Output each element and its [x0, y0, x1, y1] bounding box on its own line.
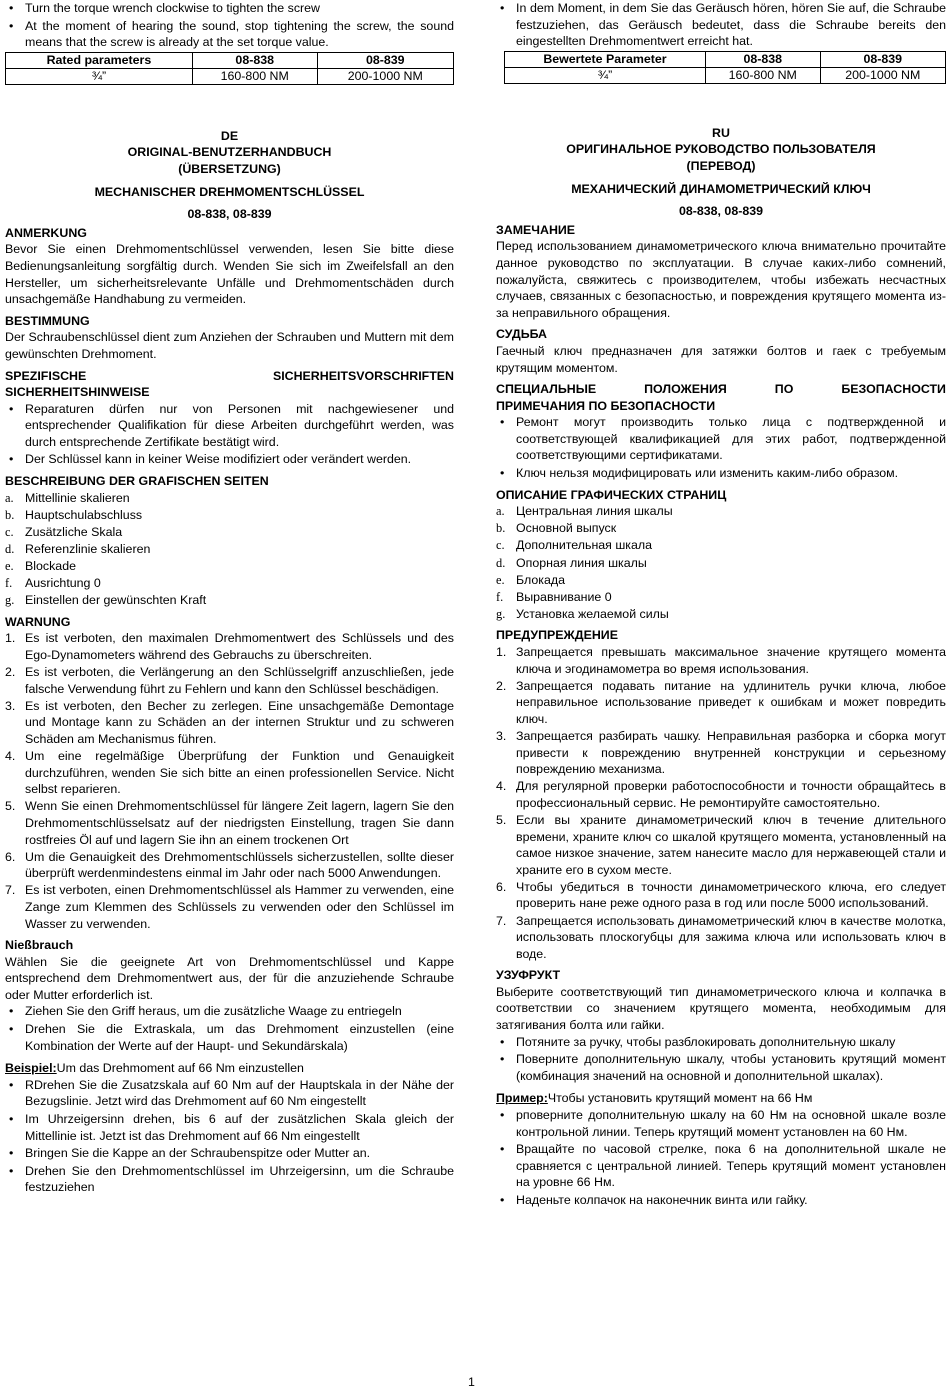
page-number: 1 [468, 1375, 475, 1389]
list-item: • Im Uhrzeigersinn drehen, bis 6 auf der zusätzlichen Skala gleich der Mittellinie ist. Jetzt ist das Drehmoment auf 66 Nm eingestellt [5, 1111, 454, 1144]
ru-purpose-text: Гаечный ключ предназначен для затяжки болтов и гаек с требуемым крутящим моментом. [496, 343, 946, 375]
list-item: • RDrehen Sie die Zusatzskala auf 60 Nm auf der Hauptskala in der Nähe der Bezugslinie. Jetzt wird das Drehmoment auf 60 Nm eingestellt [5, 1077, 454, 1110]
list-item [5, 664, 454, 697]
table-cell: ¾” [505, 67, 706, 83]
list-marker: b. [5, 507, 15, 522]
ru-example-line [496, 1090, 946, 1107]
list-marker: 4. [5, 749, 16, 764]
list-item-text: Es ist verboten, einen Drehmomentschlüssel als Hammer zu verwenden, eine Zange zum Klemmen des Schlüssels zu verwenden oder den Schlüssel im Wasser zu verwenden. [25, 883, 454, 931]
list-item: • In dem Moment, in dem Sie das Geräusch hören, hören Sie auf, die Schraube festzuziehen, das Geräusch bedeutet, dass die Schraube bereits den eingestellten Drehmomentwert erreicht hat. [496, 0, 946, 50]
list-item-text: Чтобы убедиться в точности динамометрического ключа, его следует проверить нане реже одного раза в год или после 5000 использований. [516, 879, 946, 911]
de-safety-list [5, 401, 454, 468]
list-item: • Ключ нельзя модифицировать или изменить каким-либо образом. [496, 465, 946, 482]
ru-graphics-list [496, 503, 946, 622]
list-item [496, 537, 946, 554]
de-example-label: Beispiel: [5, 1061, 57, 1076]
list-item: • Поверните дополнительную шкалу, чтобы установить крутящий момент (комбинация значений на основной и дополнительной шкалах). [496, 1051, 946, 1084]
de-example-list [5, 1077, 454, 1196]
table-header-cell: Rated parameters [6, 52, 193, 68]
list-item [496, 812, 946, 878]
table-header-cell: 08-838 [705, 51, 820, 67]
table-cell: 200-1000 NM [317, 68, 453, 84]
list-marker: 6. [5, 849, 16, 864]
list-item: • рповерните дополнительную шкалу на 60 Нм на основной шкале возле контрольной линии. Теперь крутящий момент установлен на 60 Нм. [496, 1107, 946, 1140]
table-cell: ¾” [6, 68, 193, 84]
ru-safety-heading-part: ПО [774, 382, 794, 397]
de-safety-heading-part: SPEZIFISCHE [5, 368, 87, 383]
list-item [5, 524, 454, 541]
list-marker: c. [496, 538, 505, 553]
list-item-text: Блокада [516, 572, 565, 587]
list-item-text: Основной выпуск [516, 521, 617, 536]
list-item [496, 728, 946, 778]
list-item [5, 558, 454, 575]
list-item [5, 575, 454, 592]
list-item-text: Запрещается подавать питание на удлинитель ручки ключа, любое неправильное использование приведет к ошибкам и может повредить ключ. [516, 678, 946, 726]
ru-usage-heading: УЗУФРУКТ [496, 968, 561, 983]
list-item [496, 606, 946, 623]
list-item [496, 778, 946, 811]
list-marker: a. [496, 504, 505, 519]
list-marker: b. [496, 521, 506, 536]
list-item [496, 644, 946, 677]
right-column [496, 0, 946, 1210]
list-item [496, 572, 946, 589]
list-item-text: Um die Genauigkeit des Drehmomentschlüssels sicherzustellen, sollte dieser überprüft werdenmindestens einmal im Jahr oder nach 5000 Anwendungen. [25, 849, 454, 881]
de-safety-heading-part: SICHERHEITSVORSCHRIFTEN [272, 368, 454, 383]
list-item-text: Запрещается использовать динамометрический ключ в качестве молотка, использовать плоскогубцы для зажима ключа или использовать ключ в воде. [516, 913, 946, 961]
de-note-text: Bevor Sie einen Drehmomentschlüssel verwenden, lesen Sie bitte diese Bedienungsanleitung sorgfältig durch. Wenden Sie sich im Zweifelsfall an den Hersteller, um sicherheitsrelevante Unfälle und Drehmomentschäden durch unsachgemäße Handhabung zu vermeiden. [5, 242, 454, 307]
list-marker: 7. [496, 913, 507, 928]
list-marker: e. [496, 572, 505, 587]
de-purpose-heading: BESTIMMUNG [5, 313, 90, 328]
ru-title-line-3: МЕХАНИЧЕСКИЙ ДИНАМОМЕТРИЧЕСКИЙ КЛЮЧ [571, 181, 871, 196]
de-title-line-3: MECHANISCHER DREHMOMENTSCHLÜSSEL [94, 184, 365, 199]
ru-model-numbers: 08-838, 08-839 [678, 204, 764, 219]
list-item-text: Einstellen der gewünschten Kraft [25, 593, 207, 608]
list-marker: 5. [496, 812, 507, 827]
ru-safety-heading-part: СПЕЦИАЛЬНЫЕ [496, 382, 597, 397]
list-marker: 2. [496, 678, 507, 693]
list-item: • Drehen Sie die Extraskala, um das Drehmoment einzustellen (eine Kombination der Werte auf der Haupt- und Sekundärskala) [5, 1021, 454, 1054]
ru-title-line-2: (ПЕРЕВОД) [686, 158, 756, 173]
list-marker: d. [5, 541, 15, 556]
de-usage-text: Wählen Sie die geeignete Art von Drehmomentschlüssel und Kappe entsprechend dem Drehmomentwert aus, der für die anzuziehende Schraube oder Mutter erforderlich ist. [5, 954, 454, 1002]
list-item [5, 630, 454, 663]
table-header-cell: 08-839 [317, 52, 453, 68]
list-marker: 7. [5, 883, 16, 898]
list-item-text: Referenzlinie skalieren [25, 541, 151, 556]
table-cell: 200-1000 NM [820, 67, 945, 83]
left-column [5, 0, 454, 1197]
table-header-cell: Bewertete Parameter [505, 51, 706, 67]
list-item [5, 698, 454, 748]
de-example-line [5, 1060, 454, 1077]
ru-example-text: Чтобы установить крутящий момент на 66 Нм [547, 1091, 813, 1106]
list-marker: 6. [496, 879, 507, 894]
de-usage-heading: Nießbrauch [5, 938, 74, 953]
list-item: • Наденьте колпачок на наконечник винта или гайку. [496, 1192, 946, 1209]
list-marker: g. [496, 606, 506, 621]
de-safety-heading [5, 368, 454, 385]
list-item [5, 882, 454, 932]
list-marker: 2. [5, 665, 16, 680]
list-item [496, 555, 946, 572]
de-example-text: Um das Drehmoment auf 66 Nm einzustellen [56, 1061, 304, 1076]
ru-usage-text: Выберите соответствующий тип динамометрического ключа и колпачка в соответствии со значением крутящего момента, необходимым для затягивания болта или гайки. [496, 984, 946, 1033]
list-marker: d. [496, 555, 506, 570]
list-item [5, 490, 454, 507]
ru-safety-heading [496, 381, 946, 398]
list-marker: 5. [5, 799, 16, 814]
de-note-heading: ANMERKUNG [5, 225, 87, 240]
ru-safety-subheading: ПРИМЕЧАНИЯ ПО БЕЗОПАСНОСТИ [496, 398, 716, 413]
de-safety-subheading: SICHERHEITSHINWEISE [5, 385, 150, 400]
ru-safety-heading-part: ПОЛОЖЕНИЯ [644, 382, 727, 397]
list-item-text: Запрещается разбирать чашку. Неправильная разборка и сборка могут привести к повреждению внутренней конструкции и серьезному повреждению механизма. [516, 728, 946, 777]
ru-note-text: Перед использованием динамометрического ключа внимательно прочитайте данное руководство по эксплуатации. В случае каких-либо сомнений, пожалуйста, свяжитесь с производителем, чтобы избежать несчастных случаев, связанных с безопасностью, и повреждения крутящего момента из-за неправильного обращения. [496, 239, 946, 320]
list-item [496, 879, 946, 912]
list-marker: a. [5, 490, 14, 505]
list-item-text: Blockade [25, 559, 76, 574]
list-marker: g. [5, 593, 15, 608]
list-item [5, 507, 454, 524]
table-cell: 160-800 NM [705, 67, 820, 83]
list-item: • Der Schlüssel kann in keiner Weise modifiziert oder verändert werden. [5, 451, 454, 468]
ru-warning-list [496, 644, 946, 962]
list-item [496, 589, 946, 606]
de-purpose-text: Der Schraubenschlüssel dient zum Anziehen der Schrauben und Muttern mit dem gewünschten Drehmoment. [5, 330, 454, 361]
list-marker: 3. [5, 698, 16, 713]
list-item [5, 592, 454, 609]
list-item [496, 678, 946, 728]
list-item-text: Если вы храните динамометрический ключ в течение длительного времени, храните ключ со шкалой крутящего момента, установленный на самое низкое значение, затем нанесите масло для нержавеющей стали и храните его в сухом месте. [516, 812, 946, 877]
en-rated-parameters-table [5, 52, 454, 85]
list-marker: 4. [496, 779, 507, 794]
list-item-text: Mittellinie skalieren [25, 490, 130, 505]
ru-warning-heading: ПРЕДУПРЕЖДЕНИЕ [496, 628, 618, 643]
list-item-text: Es ist verboten, den Becher zu zerlegen. Eine unsachgemäße Demontage und Montage kann zu Schäden an der internen Struktur und zu schweren Schäden am Mechanismus führen. [25, 698, 454, 746]
ru-note-heading: ЗАМЕЧАНИЕ [496, 222, 576, 237]
list-item-text: Установка желаемой силы [516, 606, 669, 621]
list-item-text: Es ist verboten, den maximalen Drehmomentwert des Schlüssels und des Ego-Dynamometers während des Gebrauchs zu überschreiten. [25, 631, 454, 662]
ru-safety-list [496, 414, 946, 481]
list-item [496, 520, 946, 537]
de-title-line-2: (ÜBERSETZUNG) [178, 161, 281, 176]
list-item [5, 748, 454, 798]
ru-safety-heading-part: БЕЗОПАСНОСТИ [841, 382, 946, 397]
list-item-text: Запрещается превышать максимальное значение крутящего момента ключа и эгодинамометра во время использования. [516, 645, 946, 676]
de-warning-list [5, 630, 454, 932]
list-marker: c. [5, 524, 14, 539]
de-top-bullet-list [496, 0, 946, 50]
list-item-text: Дополнительная шкала [516, 538, 652, 553]
list-marker: 3. [496, 728, 507, 743]
list-item [5, 798, 454, 848]
list-item: • Вращайте по часовой стрелке, пока 6 на дополнительной шкале не сравняется с центральной линией. Теперь крутящий момент установлен на уровне 66 Нм. [496, 1141, 946, 1191]
list-item: • At the moment of hearing the sound, stop tightening the screw, the sound means that the screw is already at the set torque value. [5, 18, 454, 51]
list-item [5, 849, 454, 882]
de-language-code: DE [220, 128, 239, 143]
list-item-text: Zusätzliche Skala [25, 524, 123, 539]
list-item: • Ziehen Sie den Griff heraus, um die zusätzliche Waage zu entriegeln [5, 1003, 454, 1020]
list-item: • Bringen Sie die Kappe an der Schraubenspitze oder Mutter an. [5, 1145, 454, 1162]
ru-language-code: RU [712, 125, 730, 140]
de-graphics-list [5, 490, 454, 609]
en-bullet-list [5, 0, 454, 51]
table-header-cell: 08-839 [820, 51, 945, 67]
de-model-numbers: 08-838, 08-839 [187, 207, 272, 222]
de-rated-parameters-table [504, 51, 946, 84]
list-item-text: Hauptschulabschluss [25, 507, 143, 522]
list-item-text: Es ist verboten, die Verlängerung an den Schlüsselgriff anzuschließen, jede falsche Verwendung führt zu Fehlern und kann den Schlüssel beschädigen. [25, 665, 454, 696]
list-item [5, 541, 454, 558]
ru-example-label: Пример: [496, 1091, 548, 1106]
de-usage-list [5, 1003, 454, 1054]
ru-title-line-1: ОРИГИНАЛЬНОЕ РУКОВОДСТВО ПОЛЬЗОВАТЕЛЯ [566, 142, 876, 157]
ru-example-list [496, 1107, 946, 1209]
list-marker: 1. [5, 631, 16, 646]
list-item-text: Wenn Sie einen Drehmomentschlüssel für längere Zeit lagern, lagern Sie den Drehmomentschlüsselsatz auf der niedrigsten Einstellung, tragen Sie dann rostfreies Öl auf und lagern Sie ihn an einem trockenen Ort [25, 799, 454, 847]
ru-graphics-heading: ОПИСАНИЕ ГРАФИЧЕСКИХ СТРАНИЦ [496, 487, 727, 502]
list-item: • Drehen Sie den Drehmomentschlüssel im Uhrzeigersinn, um die Schraube festzuziehen [5, 1163, 454, 1196]
list-item-text: Центральная линия шкалы [516, 504, 673, 519]
de-warning-heading: WARNUNG [5, 614, 71, 629]
list-item [496, 913, 946, 963]
list-item-text: Опорная линия шкалы [516, 555, 647, 570]
table-cell: 160-800 NM [192, 68, 317, 84]
table-header-cell: 08-838 [192, 52, 317, 68]
list-item [496, 503, 946, 520]
list-marker: 1. [496, 645, 507, 659]
list-item-text: Выравнивание 0 [516, 589, 612, 604]
list-item: • Turn the torque wrench clockwise to tighten the screw [5, 0, 454, 17]
list-item: • Ремонт могут производить только лица с подтвержденной и соответствующей квалификацией для этих работ, подтвержденной соответствующими сертификатами. [496, 414, 946, 464]
list-item: • Потяните за ручку, чтобы разблокировать дополнительную шкалу [496, 1034, 946, 1051]
list-marker: e. [5, 559, 14, 574]
list-marker: f. [5, 576, 13, 591]
ru-purpose-heading: СУДЬБА [496, 327, 547, 342]
list-item-text: Для регулярной проверки работоспособности и точности обращайтесь в профессиональный сервис. Не ремонтируйте самостоятельно. [516, 779, 946, 810]
de-title-line-1: ORIGINAL-BENUTZERHANDBUCH [127, 145, 332, 160]
list-marker: f. [496, 589, 504, 604]
list-item-text: Ausrichtung 0 [25, 576, 101, 591]
list-item-text: Um eine regelmäßige Überprüfung der Funktion und Genauigkeit durchzuführen, wenden Sie sich bitte an einen professionellen Service. Nicht selbst reparieren. [25, 749, 454, 797]
list-item: • Reparaturen dürfen nur von Personen mit nachgewiesener und entsprechender Qualifikation für diese Arbeiten durchgeführt werden, was durch entsprechende Zertifikate bestätigt wird. [5, 401, 454, 451]
de-graphics-heading: BESCHREIBUNG DER GRAFISCHEN SEITEN [5, 474, 269, 489]
ru-usage-list [496, 1034, 946, 1085]
